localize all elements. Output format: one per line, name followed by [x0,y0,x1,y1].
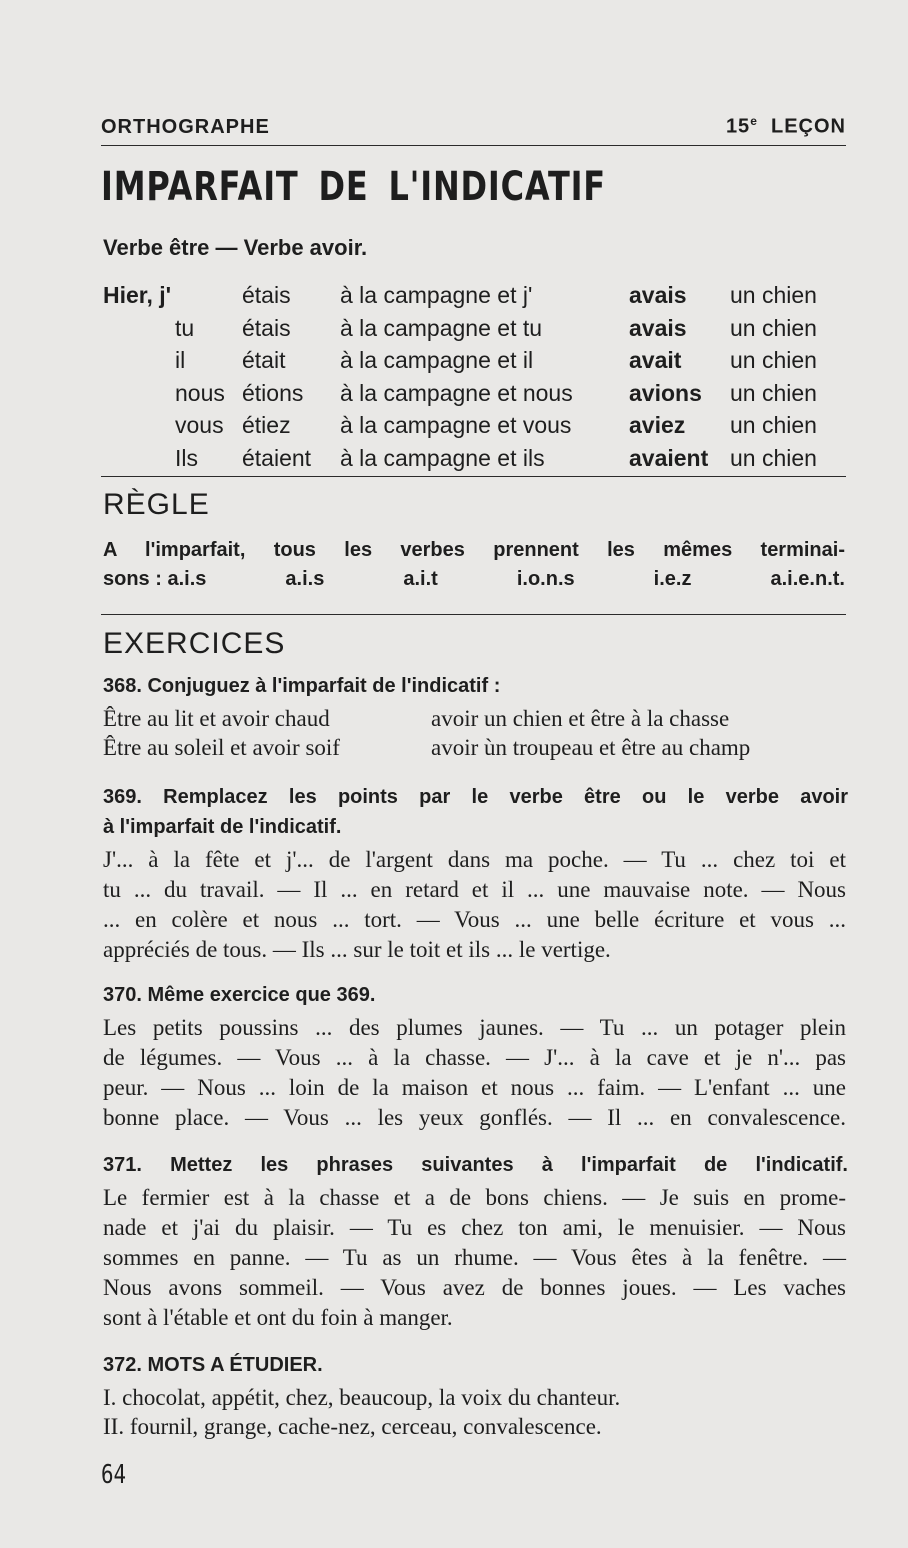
conj-mid: à la campagne et vous [340,412,572,438]
conj-end: un chien [730,314,817,341]
conj-etre: étions [242,379,304,406]
list-item [103,704,848,733]
conj-avoir: avait [629,347,682,373]
conj-row [103,409,848,442]
regle-heading: RÈGLE [103,488,210,521]
conj-row [103,377,848,410]
conj-etre: étiez [242,412,291,438]
section-label: ORTHOGRAPHE [101,115,270,138]
lesson-number: 15 [725,115,751,138]
conj-mid: à la campagne et ils [340,444,545,471]
header-rule [101,145,846,146]
conj-avoir: aviez [629,412,686,438]
conj-row [103,279,848,312]
ex368-left: Être au soleil et avoir soif [103,735,340,760]
ex369-line: ... en colère et nous ... tort. — Vous ... une belle écriture et vous ... [103,907,846,932]
conj-end: un chien [730,379,817,406]
ex370-line: peur. — Nous ... loin de la maison et nous ... faim. — L'enfant ... une [103,1075,846,1100]
lesson-word: LEÇON [771,115,846,138]
ex371-line: Nous avons sommeil. — Vous avez de bonnes joues. — Les vaches [103,1275,846,1300]
ex368-right: avoir ùn troupeau et être au champ [431,735,751,760]
conj-end: un chien [730,412,817,438]
conj-mid: à la campagne et tu [340,314,543,341]
ending-item: a.i.t [403,568,438,590]
ending-item: i.e.z [653,568,692,590]
conj-pronoun: vous [175,412,224,438]
ex369-line: J'... à la fête et j'... de l'argent dans ma poche. — Tu ... chez toi et [103,847,846,872]
subtitle: Verbe être — Verbe avoir. [103,235,368,260]
list-item [103,733,848,762]
conj-end: un chien [730,347,817,373]
conj-pronoun: nous [175,379,225,406]
conj-row [103,312,848,345]
list-item: I. chocolat, appétit, chez, beaucoup, la voix du chanteur. [103,1385,621,1410]
ex372-title: 372. MOTS A ÉTUDIER. [103,1354,323,1376]
page-title: IMPARFAIT DE L'INDICATIF [101,164,606,210]
ex371-line: nade et j'ai du plaisir. — Tu es chez ton ami, le menuisier. — Nous [103,1215,846,1240]
conj-end: un chien [730,282,817,308]
ex371-line: Le fermier est à la chasse et a de bons chiens. — Je suis en prome- [103,1185,846,1210]
ending-item: i.o.n.s [516,568,575,590]
conj-mid: à la campagne et nous [340,379,573,406]
ex370-line: de légumes. — Vous ... à la chasse. — J'... à la cave et je n'... pas [103,1045,846,1070]
ex369-line: appréciés de tous. — Ils ... sur le toit et ils ... le vertige. [103,937,611,962]
conj-avoir: avais [629,282,687,308]
ex370-body [103,1013,846,1133]
ex370-title: 370. Même exercice que 369. [103,984,376,1006]
conj-end: un chien [730,444,817,471]
conj-pronoun: Ils [175,444,198,471]
regle-endings [103,565,845,594]
conj-lead: Hier, j' [103,282,172,308]
ex369-title-line2: à l'imparfait de l'indicatif. [103,816,342,838]
ending-item: a.i.s [285,568,325,590]
ex372-list [103,1383,846,1441]
ex368-left: Être au lit et avoir chaud [103,706,330,731]
conj-mid: à la campagne et il [340,347,534,373]
ex371-line: sont à l'étable et ont du foin à manger. [103,1305,453,1330]
ex369-line: tu ... du travail. — Il ... en retard et il ... une mauvaise note. — Nous [103,877,846,902]
ex370-line: bonne place. — Vous ... les yeux gonflés. — Il ... en convalescence. [103,1105,846,1130]
ex371-line: sommes en panne. — Tu as un rhume. — Vous êtes à la fenêtre. — [103,1245,846,1270]
conj-etre: étais [242,282,291,308]
ex370-line: Les petits poussins ... des plumes jaunes. — Tu ... un potager plein [103,1015,846,1040]
regle-text: A l'imparfait, tous les verbes prennent les mêmes terminai- [103,539,845,561]
conjugation-table [103,279,848,474]
list-item: II. fournil, grange, cache-nez, cerceau, convalescence. [103,1414,602,1439]
conj-avoir: avaient [629,444,709,471]
regle-rule [101,476,846,477]
lesson-superscript: e [750,114,758,128]
conj-etre: était [242,347,286,373]
conj-pronoun: il [175,347,186,373]
page-header [101,114,846,139]
ex368-list [103,704,848,762]
conj-etre: étaient [242,444,312,471]
conj-avoir: avions [629,379,702,406]
lesson-label [726,114,846,139]
ex371-body [103,1183,846,1333]
conj-row [103,442,848,475]
regle-sons-label: sons : a.i.s [103,568,207,590]
ex369-title-line1: 369. Remplacez les points par le verbe être ou le verbe avoir [103,786,848,808]
exercices-rule [101,614,846,615]
page-number: 64 [101,1460,127,1490]
ending-item: a.i.e.n.t. [770,568,845,590]
conj-mid: à la campagne et j' [340,282,533,308]
conj-avoir: avais [629,314,687,341]
ex369-body [103,845,846,965]
ex371-title: 371. Mettez les phrases suivantes à l'imparfait de l'indicatif. [103,1154,848,1176]
conj-etre: étais [242,314,291,341]
ex368-title: 368. Conjuguez à l'imparfait de l'indicatif : [103,675,501,697]
conj-pronoun: tu [175,314,195,341]
conj-row [103,344,848,377]
ex368-right: avoir un chien et être à la chasse [431,706,730,731]
exercices-heading: EXERCICES [103,627,286,660]
